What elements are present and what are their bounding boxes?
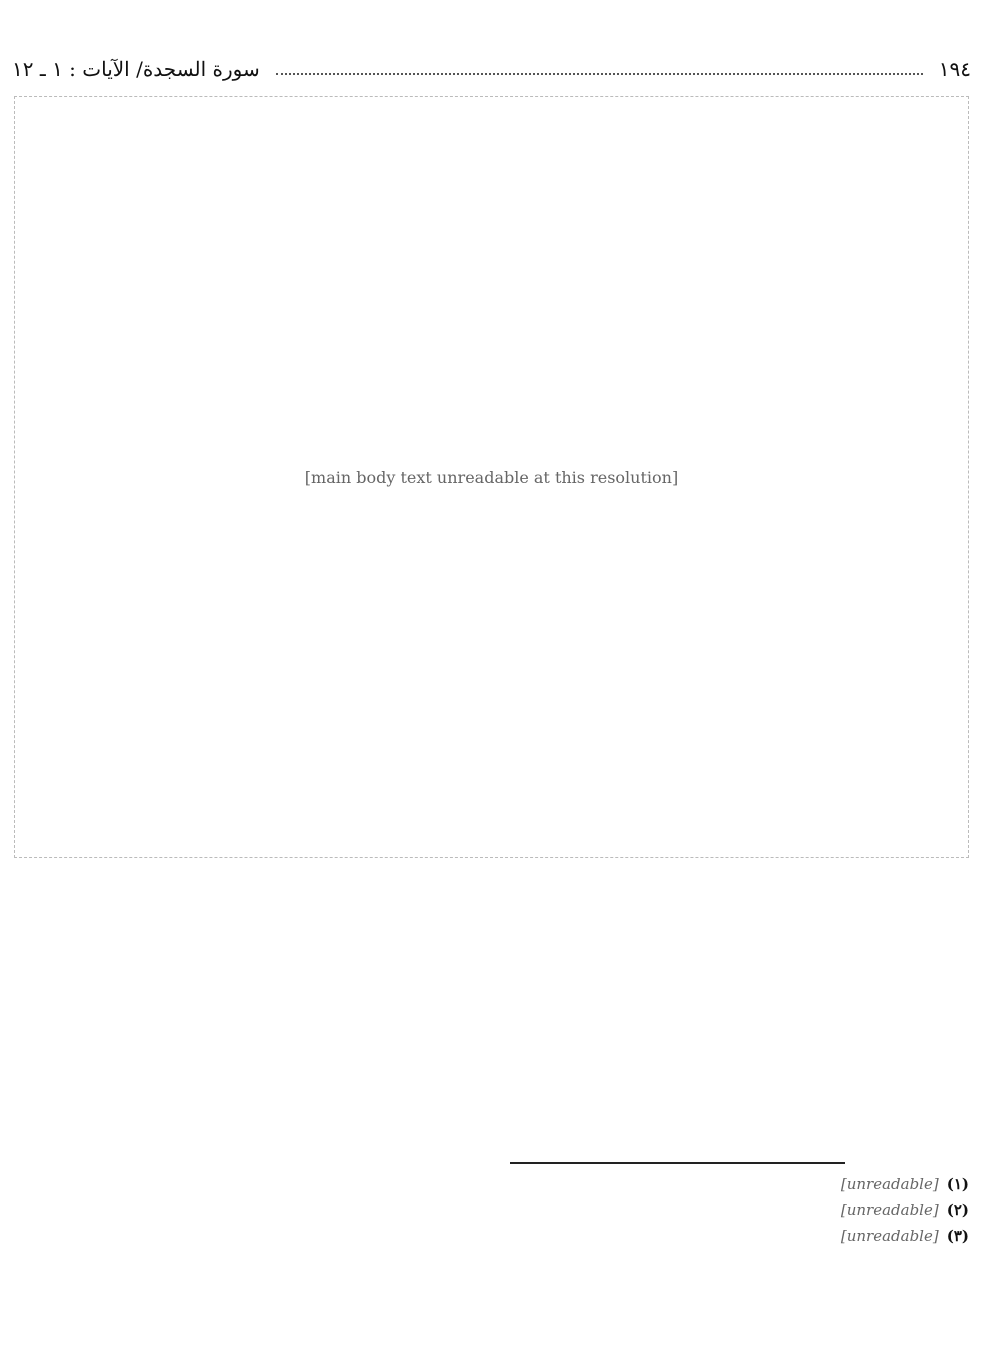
footnote — [14, 1201, 969, 1219]
footnote — [14, 1175, 969, 1193]
body-text-placeholder: [main body text unreadable at this resolution] — [14, 96, 969, 858]
footnote-number: (٢) — [946, 1201, 969, 1219]
footnote-text: [unreadable] — [840, 1201, 939, 1219]
footnote — [14, 1227, 969, 1245]
footnote-text: [unreadable] — [840, 1175, 939, 1193]
running-title: سورة السجدة/ الآيات : ١ ـ ١٢ — [12, 57, 260, 81]
footnote-number: (٣) — [946, 1227, 969, 1245]
page-number: ١٩٤ — [938, 57, 971, 81]
page-header — [12, 52, 971, 86]
header-leader-dots — [276, 63, 923, 75]
footnote-number: (١) — [946, 1175, 969, 1193]
footnote-separator — [510, 1162, 845, 1164]
footnote-text: [unreadable] — [840, 1227, 939, 1245]
footnotes — [14, 1175, 969, 1253]
